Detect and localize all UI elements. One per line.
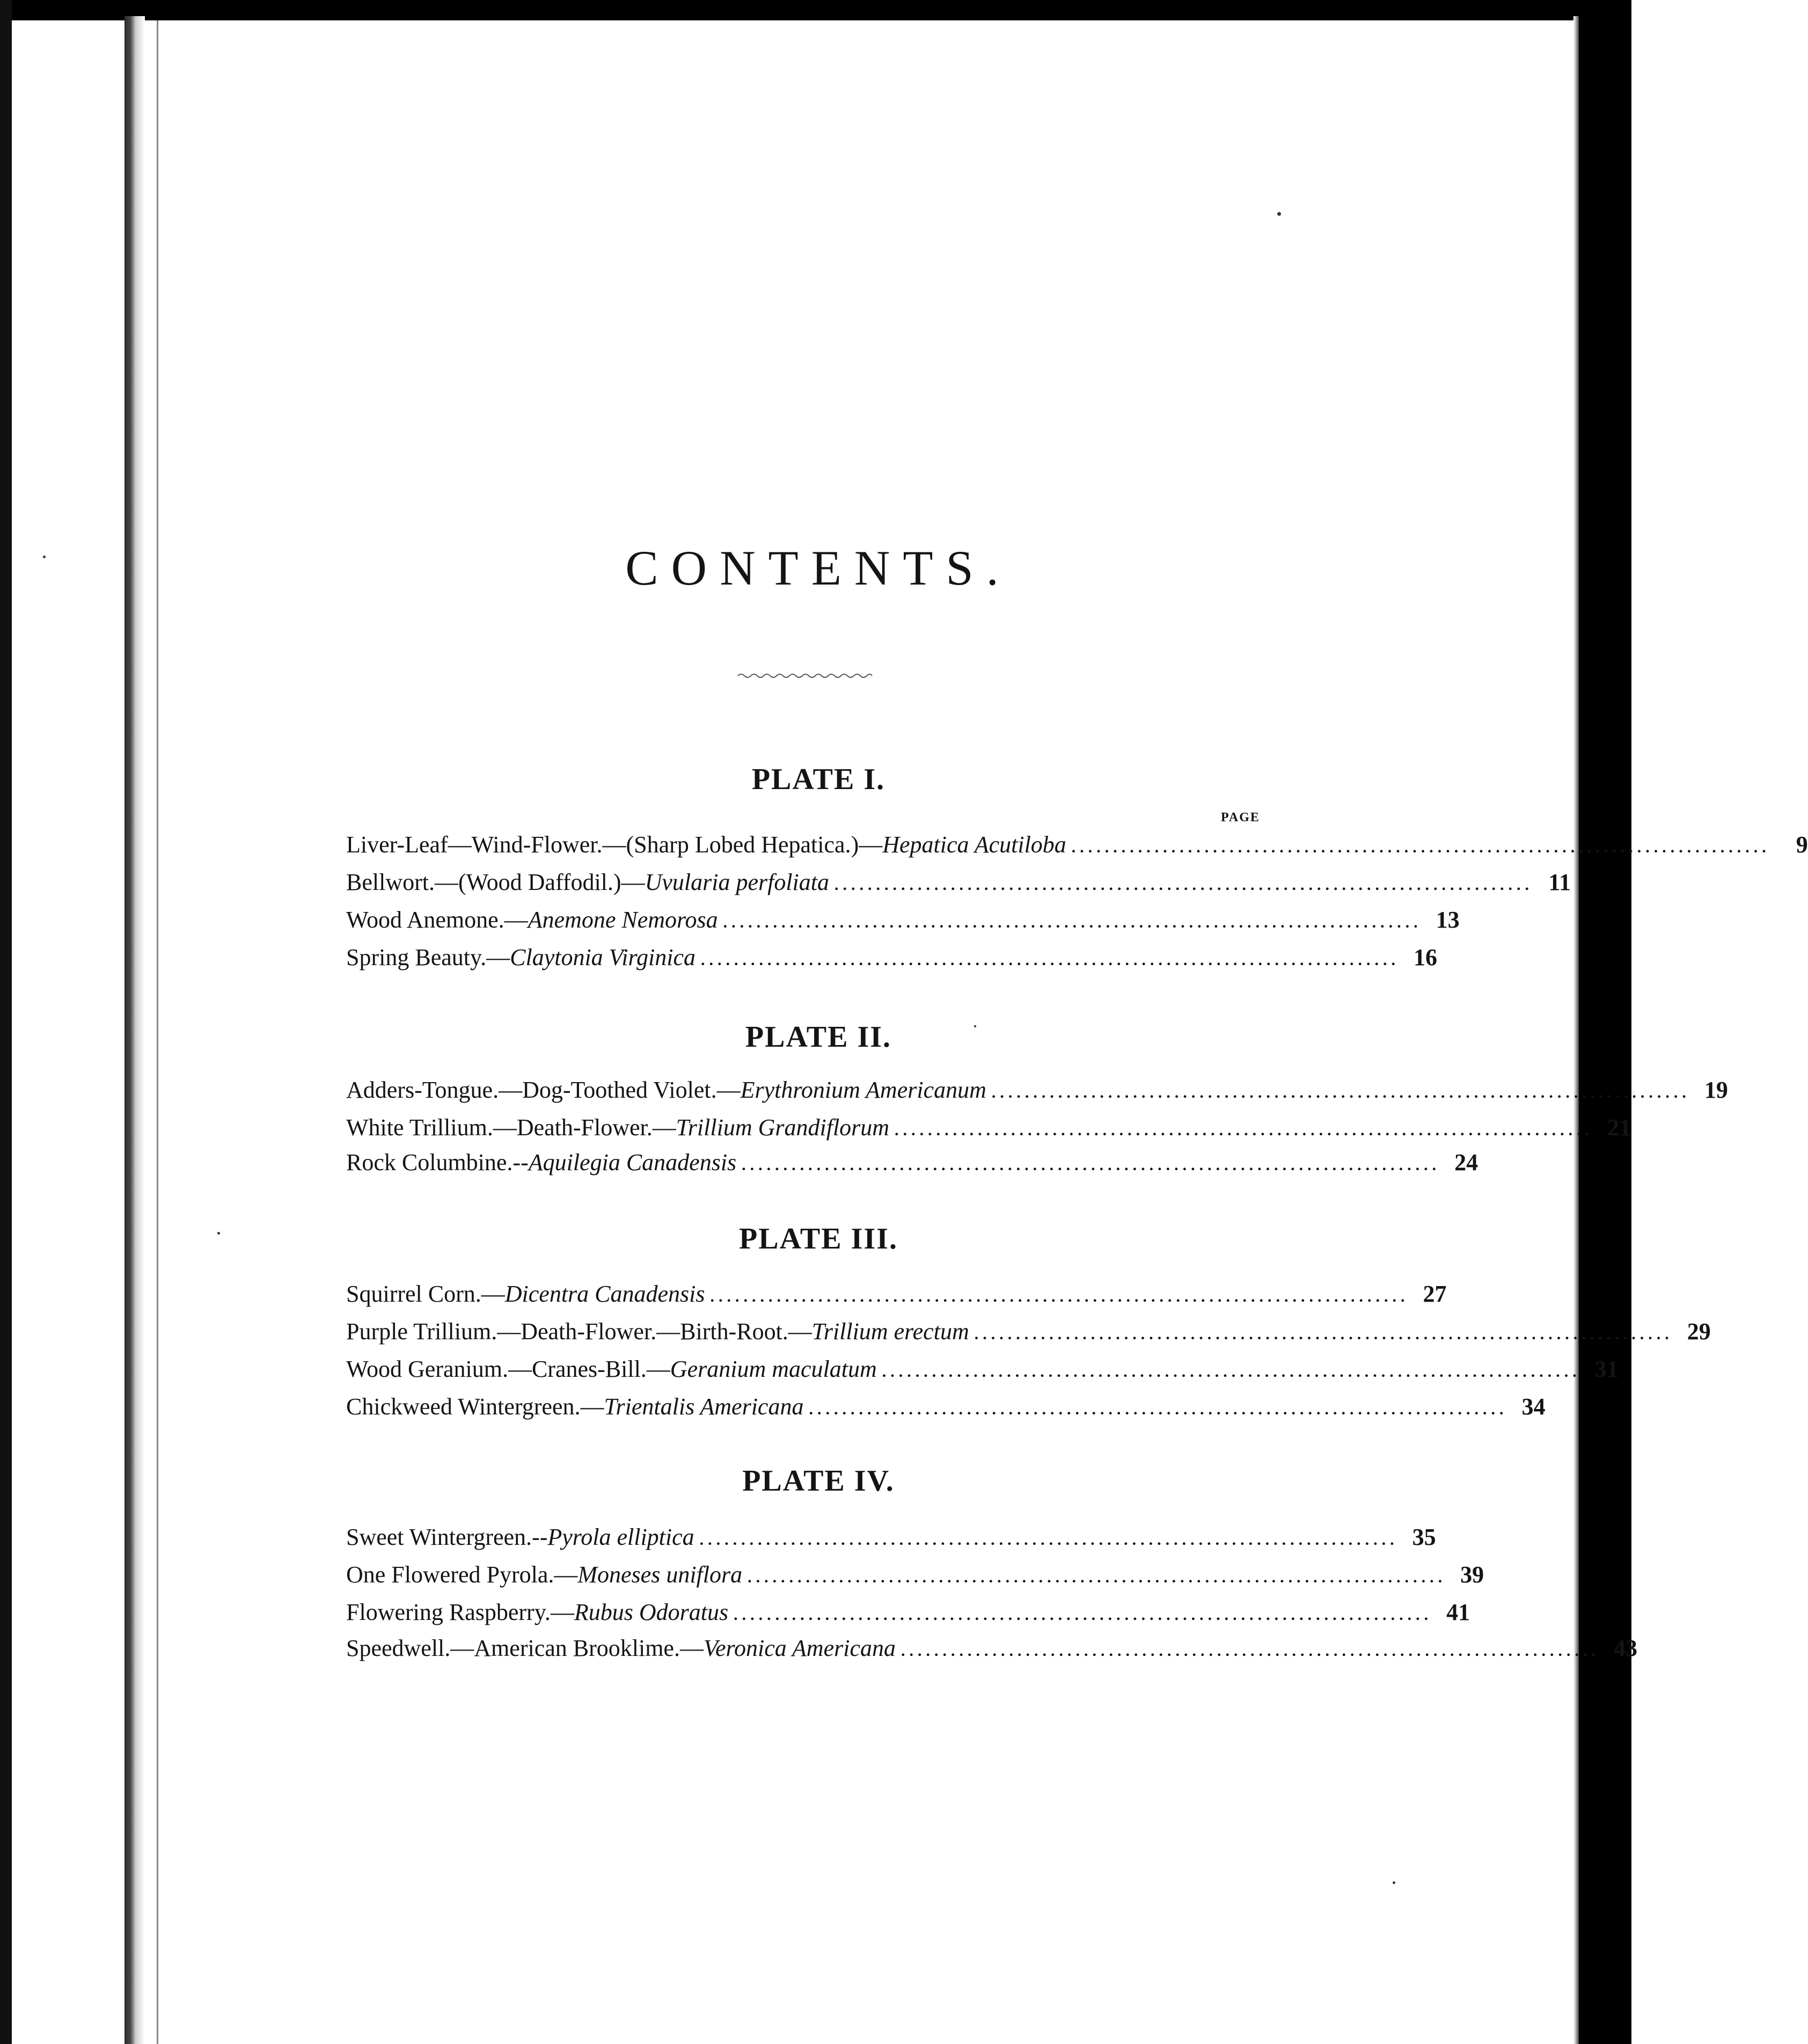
entry-latin-name: Moneses uniflora [577,1561,743,1588]
entry-common-name: Bellwort.—(Wood Daffodil.)— [346,869,645,895]
decorative-rule [738,672,872,680]
dot-leader: .................................................................................... [700,951,1400,969]
entry-page-number: 11 [1548,869,1571,895]
toc-entry[interactable] [346,1393,1546,1425]
page-gutter-line [157,20,158,2044]
entry-page-number: 39 [1460,1561,1484,1588]
entry-page-number: 43 [1614,1635,1637,1661]
entry-common-name: Wood Anemone.— [346,907,528,933]
entry-latin-name: Veronica Americana [703,1635,896,1661]
dot-leader: .................................................................................... [974,1325,1673,1343]
dot-leader: .................................................................................... [710,1288,1409,1305]
entry-common-name: One Flowered Pyrola.— [346,1561,578,1588]
entry-common-name: Sweet Wintergreen.-- [346,1524,548,1550]
toc-entry[interactable] [346,1318,1711,1350]
entry-latin-name: Aquilegia Canadensis [528,1149,737,1176]
dot-leader: .................................................................................... [1071,838,1770,856]
toc-entry[interactable] [346,868,1571,901]
dot-leader: .................................................................................... [734,1606,1433,1624]
dot-leader: .................................................................................... [748,1568,1447,1586]
toc-entry[interactable] [346,1149,1478,1181]
entry-page-number: 24 [1454,1149,1478,1176]
page-title: CONTENTS. [625,541,1012,595]
print-speck [1277,212,1281,216]
entry-latin-name: Trillium erectum [811,1318,969,1345]
entry-page-number: 27 [1423,1281,1447,1307]
entry-latin-name: Uvularia perfoliata [645,869,829,895]
entry-latin-name: Geranium maculatum [670,1356,877,1382]
entry-page-number: 41 [1446,1599,1470,1625]
toc-entry[interactable] [346,1114,1631,1146]
scan-right-border [1579,0,1631,2044]
entry-common-name: Rock Columbine.-- [346,1149,529,1176]
toc-entry[interactable] [346,831,1808,863]
toc-entry[interactable] [346,1523,1436,1556]
dot-leader: .................................................................................... [901,1642,1600,1660]
entry-common-name: White Trillium.—Death-Flower.— [346,1114,676,1141]
entry-common-name: Adders-Tongue.—Dog-Toothed Violet.— [346,1077,741,1103]
entry-page-number: 29 [1687,1318,1711,1345]
scan-top-border [0,0,1631,20]
entry-latin-name: Trillium Grandiflorum [676,1114,890,1141]
entry-latin-name: Rubus Odoratus [574,1599,729,1625]
entry-common-name: Squirrel Corn.— [346,1281,505,1307]
entry-page-number: 9 [1796,831,1808,858]
print-speck [1393,1881,1395,1884]
entry-latin-name: Claytonia Virginica [510,944,696,970]
entry-page-number: 19 [1704,1077,1728,1103]
toc-entry[interactable] [346,1280,1447,1312]
entry-page-number: 35 [1412,1524,1436,1550]
plate-heading: PLATE II. [745,1020,892,1054]
plate-heading: PLATE III. [739,1222,898,1255]
entry-latin-name: Anemone Nemorosa [528,907,718,933]
print-speck [43,556,46,558]
dot-leader: .................................................................................... [809,1400,1508,1418]
dot-leader: .................................................................................... [835,876,1533,894]
print-speck [217,1232,220,1235]
entry-common-name: Flowering Raspberry.— [346,1599,574,1625]
scan-left-border [0,0,12,2044]
entry-common-name: Wood Geranium.—Cranes-Bill.— [346,1356,670,1382]
entry-page-number: 21 [1607,1114,1631,1141]
dot-leader: .................................................................................... [742,1156,1441,1174]
plate-heading: PLATE I. [751,763,885,796]
entry-latin-name: Erythronium Americanum [740,1077,986,1103]
entry-common-name: Chickweed Wintergreen.— [346,1393,604,1420]
plate-heading: PLATE IV. [742,1464,895,1498]
toc-entry[interactable] [346,944,1437,976]
toc-entry[interactable] [346,1076,1728,1108]
entry-common-name: Liver-Leaf—Wind-Flower.—(Sharp Lobed Hepatica.)— [346,831,883,858]
entry-latin-name: Hepatica Acutiloba [882,831,1066,858]
dot-leader: .................................................................................... [991,1084,1690,1101]
entry-latin-name: Dicentra Canadensis [504,1281,705,1307]
entry-latin-name: Trientalis Americana [604,1393,804,1420]
entry-latin-name: Pyrola elliptica [547,1524,694,1550]
dot-leader: .................................................................................... [699,1531,1399,1549]
entry-common-name: Purple Trillium.—Death-Flower.—Birth-Root.— [346,1318,812,1345]
entry-page-number: 34 [1521,1393,1546,1420]
toc-entry[interactable] [346,1598,1470,1631]
book-spine-shadow [125,16,145,2044]
entry-page-number: 13 [1436,907,1460,933]
toc-entry[interactable] [346,1634,1637,1667]
page-column-label: PAGE [1221,811,1260,824]
entry-common-name: Spring Beauty.— [346,944,510,970]
dot-leader: .................................................................................... [895,1121,1594,1139]
toc-entry[interactable] [346,906,1460,938]
toc-entry[interactable] [346,1561,1484,1593]
dot-leader: .................................................................................... [723,914,1422,931]
entry-page-number: 31 [1594,1356,1619,1382]
dot-leader: .................................................................................... [882,1363,1581,1381]
entry-page-number: 16 [1413,944,1437,970]
entry-common-name: Speedwell.—American Brooklime.— [346,1635,704,1661]
toc-entry[interactable] [346,1355,1619,1388]
